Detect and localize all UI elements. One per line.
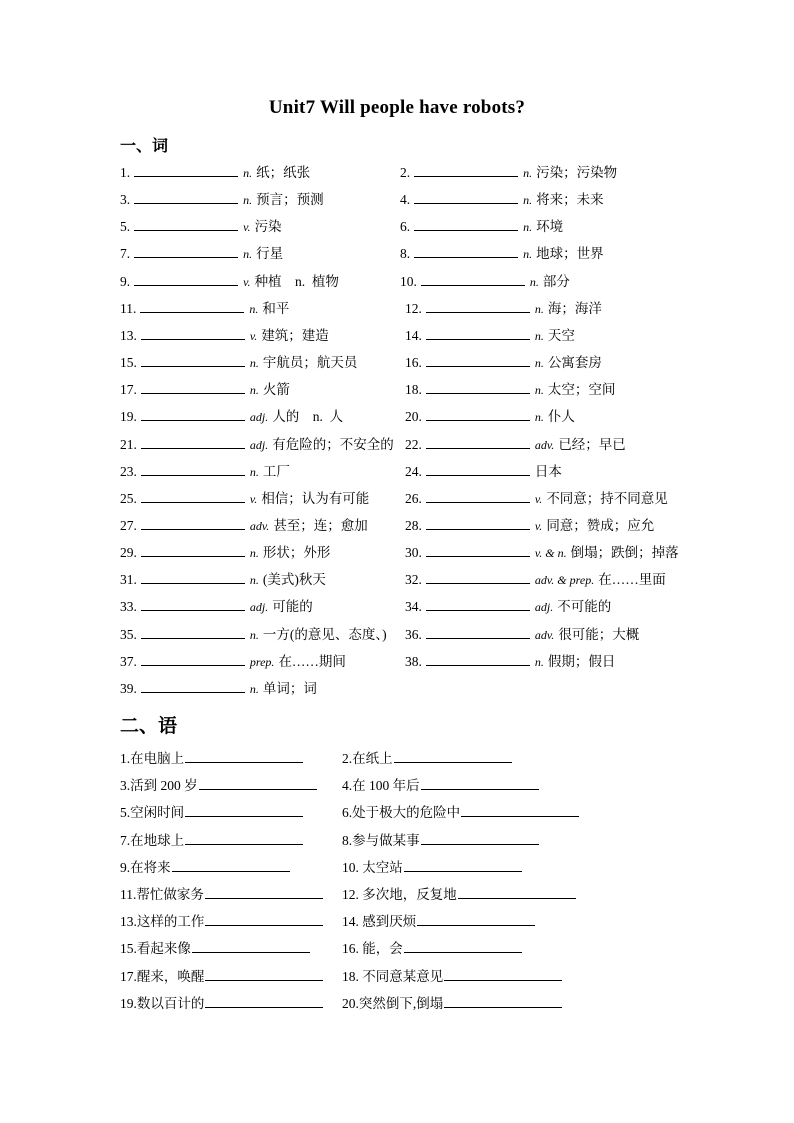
vocab-item: [405, 516, 654, 536]
phrase-prompt: 5.空闲时间: [120, 805, 185, 821]
phrase-prompt: 9.在将来: [120, 859, 171, 875]
vocab-item: [120, 272, 339, 292]
phrase-item: [342, 994, 562, 1014]
answer-blank[interactable]: [134, 244, 238, 258]
answer-blank[interactable]: [421, 272, 525, 286]
vocab-meaning: 甚至；连；愈加: [273, 517, 368, 533]
vocab-number: 28.: [405, 517, 422, 533]
vocab-item: [120, 462, 290, 482]
phrase-prompt: 20.突然倒下,倒塌: [342, 995, 444, 1011]
vocab-number: 29.: [120, 545, 137, 561]
part-of-speech: n.: [523, 166, 533, 180]
answer-blank[interactable]: [426, 543, 530, 557]
vocab-meaning: 在……期间: [278, 653, 346, 669]
vocab-item: [400, 244, 604, 264]
vocab-meaning: 工厂: [262, 463, 290, 479]
phrase-prompt: 8.参与做某事: [342, 832, 420, 848]
answer-blank[interactable]: [185, 831, 303, 845]
vocab-item: [120, 597, 313, 617]
vocab-number: 26.: [405, 490, 422, 506]
vocab-item: [120, 380, 290, 400]
answer-blank[interactable]: [141, 462, 245, 476]
vocab-number: 30.: [405, 545, 422, 561]
answer-blank[interactable]: [134, 190, 238, 204]
answer-blank[interactable]: [414, 217, 518, 231]
vocab-number: 6.: [400, 219, 411, 235]
vocab-meaning: 不同意；持不同意见: [546, 490, 668, 506]
phrase-prompt: 7.在地球上: [120, 832, 185, 848]
vocab-row: [120, 652, 700, 672]
part-of-speech: n.: [249, 356, 259, 371]
phrase-row: [120, 912, 680, 932]
part-of-speech: n.: [249, 573, 259, 588]
vocab-number: 12.: [405, 300, 422, 316]
vocab-meaning: 不可能的: [557, 599, 612, 615]
answer-blank[interactable]: [141, 652, 245, 666]
answer-blank[interactable]: [444, 994, 562, 1008]
phrase-item: [120, 912, 323, 932]
vocab-row: [120, 625, 700, 645]
part-of-speech: adv.: [249, 518, 270, 533]
part-of-speech: prep.: [249, 654, 275, 669]
phrase-item: [120, 994, 323, 1014]
phrase-item: [342, 858, 522, 878]
answer-blank[interactable]: [421, 776, 539, 790]
phrase-row: [120, 749, 680, 769]
vocab-meaning: 已经；早已: [558, 436, 626, 452]
answer-blank[interactable]: [141, 326, 245, 340]
answer-blank[interactable]: [404, 858, 522, 872]
answer-blank[interactable]: [141, 679, 245, 693]
answer-blank[interactable]: [141, 489, 245, 503]
answer-blank[interactable]: [426, 489, 530, 503]
vocab-meaning: 一方(的意见、态度、): [262, 626, 387, 642]
phrase-row: [120, 831, 680, 851]
vocab-item: [120, 244, 283, 264]
answer-blank[interactable]: [426, 597, 530, 611]
part-of-speech: n.: [534, 356, 544, 371]
vocab-number: 20.: [405, 409, 422, 425]
phrase-prompt: 10. 太空站: [342, 859, 403, 875]
answer-blank[interactable]: [141, 380, 245, 394]
answer-blank[interactable]: [205, 885, 323, 899]
vocab-item: [120, 407, 343, 427]
answer-blank[interactable]: [141, 435, 245, 449]
part-of-speech: n.: [534, 410, 544, 425]
vocab-meaning: 预言；预测: [256, 192, 324, 208]
part-of-speech: v. & n.: [534, 546, 567, 561]
answer-blank[interactable]: [205, 967, 323, 981]
vocab-row: [120, 462, 700, 482]
vocab-number: 35.: [120, 626, 137, 642]
part-of-speech: n.: [523, 247, 533, 262]
phrase-item: [120, 803, 303, 823]
vocab-meaning: (美式)秋天: [262, 572, 326, 588]
vocab-item: [120, 326, 329, 346]
vocab-number: 36.: [405, 626, 422, 642]
phrase-item: [120, 776, 317, 796]
vocab-meaning: 假期；假日: [547, 653, 616, 669]
phrase-row: [120, 885, 680, 905]
phrase-prompt: 16. 能，会: [342, 941, 403, 957]
phrase-prompt: 1.在电脑上: [120, 751, 185, 766]
vocab-row: [120, 272, 700, 292]
phrase-prompt: 13.这样的工作: [120, 914, 205, 930]
vocab-row: [120, 299, 700, 319]
vocab-item: [120, 190, 324, 210]
answer-blank[interactable]: [141, 625, 245, 639]
phrase-prompt: 19.数以百计的: [120, 995, 205, 1011]
phrase-row: [120, 994, 680, 1014]
part-of-speech: n.: [249, 627, 259, 642]
vocab-row: [120, 380, 700, 400]
vocab-meaning: 单词；词: [262, 680, 317, 696]
phrase-prompt: 4.在 100 年后: [342, 778, 420, 794]
vocab-item: [120, 435, 394, 455]
phrase-item: [342, 912, 535, 932]
vocab-meaning: 日本: [534, 463, 562, 479]
vocab-row: [120, 570, 700, 590]
vocab-number: 39.: [120, 680, 137, 696]
vocab-meaning: 火箭: [262, 382, 290, 398]
answer-blank[interactable]: [426, 326, 530, 340]
vocab-meaning: 和平: [262, 300, 290, 316]
phrase-item: [120, 939, 310, 959]
vocab-item: [120, 299, 289, 319]
phrase-item: [342, 803, 579, 823]
vocab-item: [405, 380, 615, 400]
answer-blank[interactable]: [426, 435, 530, 449]
vocab-row: [120, 679, 700, 699]
vocab-number: 23.: [120, 463, 137, 479]
phrase-row: [120, 803, 680, 823]
part-of-speech: n.: [534, 654, 544, 669]
phrase-item: [342, 776, 539, 796]
vocab-item: [120, 516, 368, 536]
part-of-speech: n.: [249, 464, 259, 479]
phrase-row: [120, 858, 680, 878]
vocab-number: 7.: [120, 246, 131, 262]
vocab-item: [400, 190, 604, 210]
phrase-prompt: 18. 不同意某意见: [342, 968, 444, 984]
answer-blank[interactable]: [141, 353, 245, 367]
part-of-speech: n.: [243, 193, 253, 208]
phrase-item: [120, 967, 323, 987]
vocab-number: 9.: [120, 273, 131, 289]
vocab-meaning: 纸；纸张: [256, 165, 311, 180]
phrase-item: [120, 885, 323, 905]
phrase-item: [120, 831, 303, 851]
vocab-number: 3.: [120, 192, 131, 208]
vocab-meaning: 太空；空间: [547, 382, 616, 398]
vocab-row: [120, 244, 700, 264]
vocab-meaning: 种植 n. 植物: [254, 273, 339, 289]
answer-blank[interactable]: [426, 516, 530, 530]
part-of-speech: adv.: [534, 627, 555, 642]
vocab-item: [120, 353, 357, 373]
answer-blank[interactable]: [426, 462, 530, 476]
vocab-row: [120, 516, 700, 536]
vocab-number: 2.: [400, 165, 411, 180]
vocab-meaning: 部分: [542, 273, 570, 289]
answer-blank[interactable]: [185, 749, 303, 763]
answer-blank[interactable]: [141, 597, 245, 611]
vocab-item: [405, 462, 562, 482]
vocab-item: [405, 326, 575, 346]
phrase-row: [120, 939, 680, 959]
answer-blank[interactable]: [141, 407, 245, 421]
part-of-speech: v.: [243, 274, 251, 289]
section-heading-words: 一、词: [120, 138, 169, 155]
part-of-speech: n.: [249, 383, 259, 398]
vocab-item: [405, 489, 668, 509]
part-of-speech: adv. & prep.: [534, 573, 595, 588]
vocab-item: [120, 679, 317, 699]
vocab-row: [120, 353, 700, 373]
part-of-speech: v.: [249, 328, 258, 343]
answer-blank[interactable]: [141, 516, 245, 530]
answer-blank[interactable]: [417, 912, 535, 926]
phrase-item: [342, 749, 512, 769]
vocab-number: 13.: [120, 327, 137, 343]
answer-blank[interactable]: [205, 912, 323, 926]
part-of-speech: v.: [249, 491, 258, 506]
part-of-speech: v.: [534, 518, 543, 533]
vocab-number: 24.: [405, 463, 422, 479]
part-of-speech: n.: [249, 546, 259, 561]
vocab-number: 15.: [120, 355, 137, 371]
vocab-number: 11.: [120, 300, 137, 316]
vocab-meaning: 环境: [536, 219, 564, 235]
phrase-prompt: 12. 多次地，反复地: [342, 887, 457, 902]
answer-blank[interactable]: [444, 967, 562, 981]
part-of-speech: n.: [529, 274, 539, 289]
phrase-item: [342, 939, 522, 959]
vocab-meaning: 行星: [256, 246, 284, 262]
vocab-number: 14.: [405, 327, 422, 343]
vocab-number: 32.: [405, 572, 422, 588]
vocab-number: 17.: [120, 382, 137, 398]
part-of-speech: n.: [249, 301, 259, 316]
phrase-prompt: 3.活到 200 岁: [120, 778, 198, 794]
vocab-meaning: 同意；赞成；应允: [546, 517, 655, 533]
answer-blank[interactable]: [134, 217, 238, 231]
vocab-meaning: 很可能；大概: [558, 626, 640, 642]
vocab-meaning: 相信；认为有可能: [261, 490, 370, 506]
phrase-prompt: 17.醒来，唤醒: [120, 968, 205, 984]
vocab-row: [120, 326, 700, 346]
vocab-item: [120, 163, 310, 183]
phrase-item: [120, 858, 290, 878]
vocab-item: [405, 353, 602, 373]
part-of-speech: n.: [243, 166, 253, 180]
part-of-speech: adj.: [249, 437, 269, 452]
part-of-speech: adj.: [534, 600, 554, 615]
vocab-item: [405, 543, 679, 563]
answer-blank[interactable]: [426, 353, 530, 367]
vocab-item: [405, 299, 602, 319]
vocab-item: [405, 435, 626, 455]
vocab-number: 21.: [120, 436, 137, 452]
vocab-number: 19.: [120, 409, 137, 425]
answer-blank[interactable]: [205, 994, 323, 1008]
part-of-speech: adv.: [534, 437, 555, 452]
answer-blank[interactable]: [141, 543, 245, 557]
vocab-meaning: 仆人: [547, 409, 575, 425]
vocab-meaning: 倒塌；跌倒；掉落: [570, 545, 679, 561]
vocab-meaning: 公寓套房: [547, 355, 602, 371]
answer-blank[interactable]: [426, 652, 530, 666]
vocab-item: [405, 407, 575, 427]
vocab-item: [120, 489, 369, 509]
vocab-row: [120, 190, 700, 210]
vocab-row: [120, 543, 700, 563]
vocab-number: 18.: [405, 382, 422, 398]
part-of-speech: n.: [534, 328, 544, 343]
vocab-number: 4.: [400, 192, 411, 208]
phrase-row: [120, 967, 680, 987]
answer-blank[interactable]: [134, 272, 238, 286]
vocab-meaning: 在……里面: [598, 572, 666, 588]
answer-blank[interactable]: [414, 163, 518, 177]
vocab-item: [120, 625, 387, 645]
vocab-number: 37.: [120, 653, 137, 669]
vocab-number: 22.: [405, 436, 422, 452]
part-of-speech: v.: [243, 220, 251, 235]
answer-blank[interactable]: [414, 244, 518, 258]
vocab-item: [400, 163, 617, 183]
vocab-item: [120, 652, 346, 672]
answer-blank[interactable]: [426, 380, 530, 394]
vocab-number: 1.: [120, 165, 131, 180]
phrase-item: [342, 885, 576, 905]
answer-blank[interactable]: [404, 939, 522, 953]
answer-blank[interactable]: [426, 299, 530, 313]
vocab-item: [400, 272, 570, 292]
vocab-number: 38.: [405, 653, 422, 669]
vocab-meaning: 海；海洋: [547, 300, 602, 316]
vocab-number: 8.: [400, 246, 411, 262]
vocab-number: 5.: [120, 219, 131, 235]
answer-blank[interactable]: [394, 749, 512, 763]
answer-blank[interactable]: [421, 831, 539, 845]
vocab-meaning: 地球；世界: [536, 246, 604, 262]
phrase-item: [120, 749, 303, 769]
phrase-prompt: 11.帮忙做家务: [120, 887, 204, 902]
vocab-item: [400, 217, 563, 237]
phrase-prompt: 6.处于极大的危险中: [342, 805, 461, 821]
answer-blank[interactable]: [461, 803, 579, 817]
page-title: Unit7 Will people have robots?: [268, 97, 526, 118]
vocab-number: 25.: [120, 490, 137, 506]
part-of-speech: n.: [523, 193, 533, 208]
vocab-item: [120, 570, 326, 590]
vocab-row: [120, 435, 700, 455]
vocab-meaning: 宇航员；航天员: [262, 355, 358, 371]
answer-blank[interactable]: [140, 299, 244, 313]
vocab-meaning: 将来；未来: [536, 192, 604, 208]
part-of-speech: n.: [243, 247, 253, 262]
answer-blank[interactable]: [172, 858, 290, 872]
vocab-meaning: 污染；污染物: [536, 165, 618, 180]
phrase-item: [342, 831, 539, 851]
phrase-prompt: 14. 感到厌烦: [342, 914, 417, 930]
vocab-item: [120, 543, 330, 563]
answer-blank[interactable]: [185, 803, 303, 817]
vocab-item: [120, 217, 282, 237]
answer-blank[interactable]: [426, 570, 530, 584]
vocab-item: [405, 597, 611, 617]
part-of-speech: adj.: [249, 410, 269, 425]
vocab-item: [405, 625, 639, 645]
vocab-row: [120, 217, 700, 237]
vocab-item: [405, 652, 615, 672]
vocab-meaning: 形状；外形: [262, 545, 331, 561]
vocab-row: [120, 163, 700, 183]
part-of-speech: n.: [534, 383, 544, 398]
vocab-meaning: 可能的: [272, 599, 313, 615]
vocab-row: [120, 407, 700, 427]
answer-blank[interactable]: [426, 625, 530, 639]
phrase-row: [120, 776, 680, 796]
answer-blank[interactable]: [426, 407, 530, 421]
part-of-speech: adj.: [249, 600, 269, 615]
phrase-prompt: 15.看起来像: [120, 941, 191, 957]
phrase-item: [342, 967, 562, 987]
vocab-meaning: 有危险的；不安全的: [272, 436, 394, 452]
vocab-row: [120, 489, 700, 509]
vocab-number: 34.: [405, 599, 422, 615]
vocab-number: 31.: [120, 572, 137, 588]
phrase-prompt: 2.在纸上: [342, 751, 393, 766]
vocab-meaning: 人的 n. 人: [272, 409, 344, 425]
vocab-number: 33.: [120, 599, 137, 615]
vocab-meaning: 天空: [547, 327, 575, 343]
vocab-row: [120, 597, 700, 617]
section-heading-phrases: 二、语: [120, 716, 178, 737]
vocab-meaning: 污染: [254, 219, 282, 235]
answer-blank[interactable]: [141, 570, 245, 584]
part-of-speech: n.: [249, 681, 259, 696]
answer-blank[interactable]: [458, 885, 576, 899]
vocab-item: [405, 570, 666, 590]
part-of-speech: v.: [534, 491, 543, 506]
answer-blank[interactable]: [414, 190, 518, 204]
answer-blank[interactable]: [192, 939, 310, 953]
vocab-meaning: 建筑；建造: [261, 327, 329, 343]
part-of-speech: n.: [523, 220, 533, 235]
answer-blank[interactable]: [134, 163, 238, 177]
answer-blank[interactable]: [199, 776, 317, 790]
vocab-number: 16.: [405, 355, 422, 371]
vocab-number: 10.: [400, 273, 417, 289]
part-of-speech: n.: [534, 301, 544, 316]
vocab-number: 27.: [120, 517, 137, 533]
